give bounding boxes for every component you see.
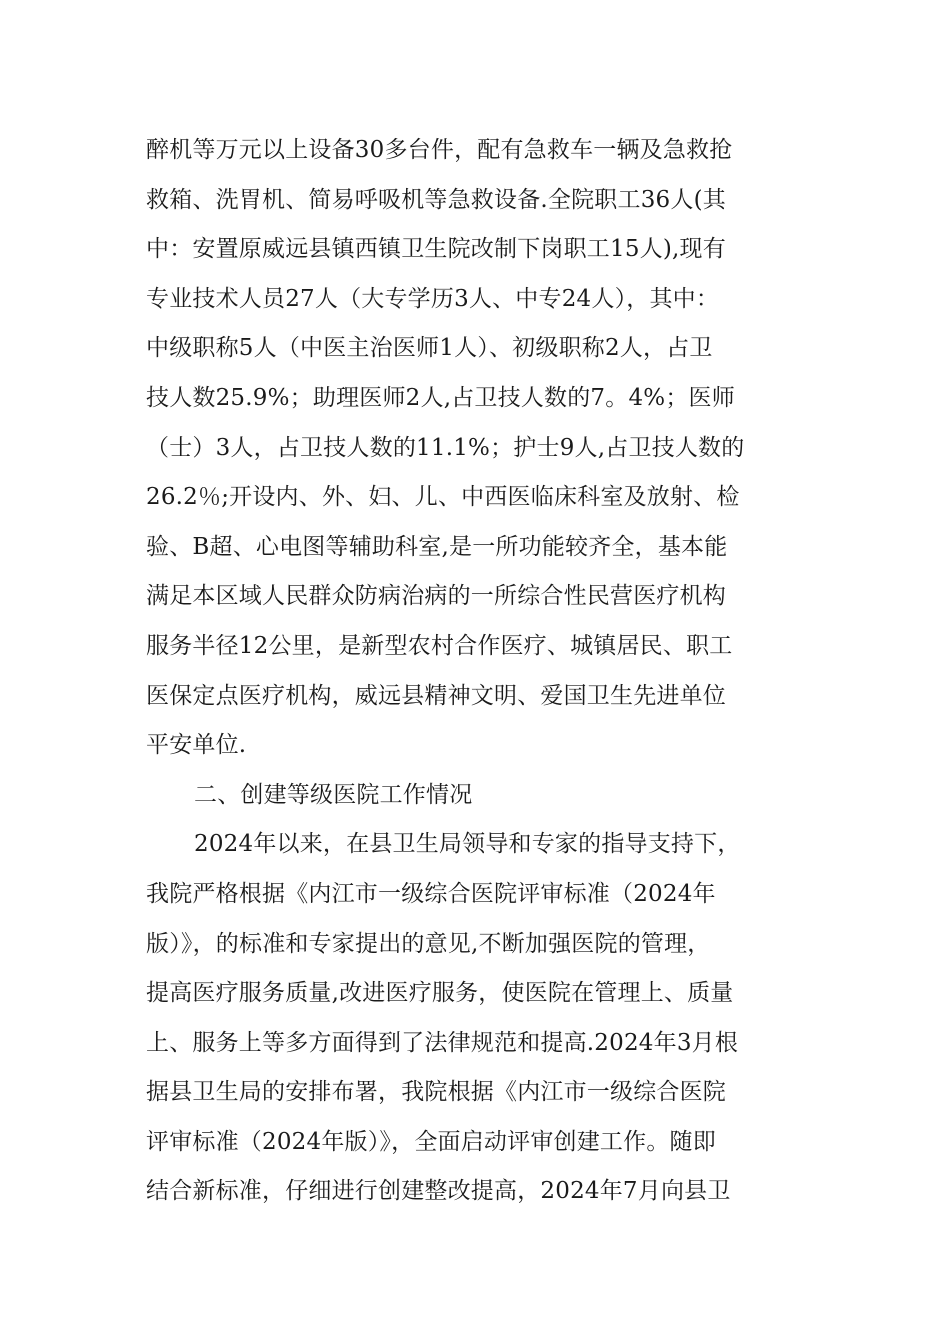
text-line: 评审标准（2024年版）》，全面启动评审创建工作。随即 — [146, 1128, 716, 1155]
text-line: 版）》，的标准和专家提出的意见,不断加强医院的管理， — [146, 930, 711, 957]
text-line: 技人数25.9%；助理医师2人,占卫技人数的7。4%；医师 — [146, 384, 735, 411]
text-line: 结合新标准，仔细进行创建整改提高，2024年7月向县卫 — [146, 1178, 731, 1205]
text-line: 专业技术人员27人（大专学历3人、中专24人），其中： — [146, 285, 720, 312]
text-line: 醉机等万元以上设备30多台件，配有急救车一辆及急救抢 — [146, 137, 733, 163]
text-line: 我院严格根据《内江市一级综合医院评审标准（2024年 — [146, 880, 716, 907]
text-line: 2024年以来，在县卫生局领导和专家的指导支持下， — [194, 831, 741, 858]
text-line: 提高医疗服务质量,改进医疗服务，使医院在管理上、质量 — [146, 980, 734, 1007]
text-line: 中：安置原威远县镇西镇卫生院改制下岗职工15人),现有 — [146, 236, 726, 263]
text-line: 中级职称5人（中医主治医师1人）、初级职称2人，占卫 — [146, 335, 713, 362]
text-line: 二、创建等级医院工作情况 — [194, 781, 473, 808]
text-line: 救箱、洗胃机、简易呼吸机等急救设备.全院职工36人(其 — [146, 186, 726, 213]
text-line: 验、B超、心电图等辅助科室,是一所功能较齐全，基本能 — [146, 533, 728, 560]
text-line: 据县卫生局的安排布署，我院根据《内江市一级综合医院 — [146, 1079, 726, 1106]
text-line: 平安单位. — [146, 732, 247, 759]
text-line: 上、服务上等多方面得到了法律规范和提高.2024年3月根 — [146, 1029, 739, 1056]
body-text — [146, 126, 811, 1217]
text-line: （士）3人，占卫技人数的11.1%；护士9人,占卫技人数的 — [146, 434, 745, 461]
text-line: 服务半径12公里，是新型农村合作医疗、城镇居民、职工 — [146, 632, 733, 659]
text-line: 26.2％;开设内、外、妇、儿、中西医临床科室及放射、检 — [146, 484, 740, 511]
text-line: 满足本区域人民群众防病治病的一所综合性民营医疗机构 — [146, 583, 726, 610]
text-line: 医保定点医疗机构，威远县精神文明、爱国卫生先进单位 — [146, 682, 726, 709]
